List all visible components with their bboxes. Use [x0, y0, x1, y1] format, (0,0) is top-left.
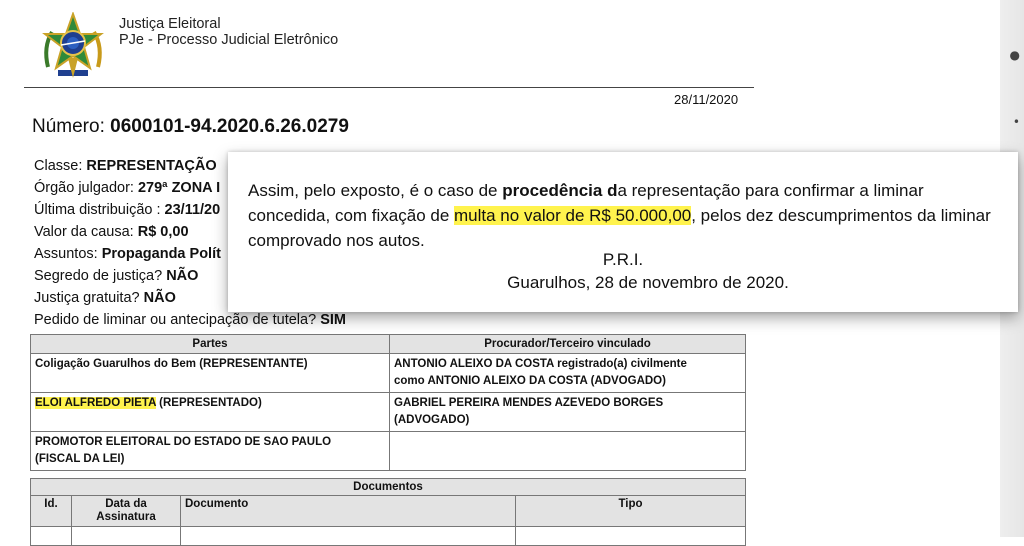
col-data-line: Data da [105, 498, 147, 510]
quote-place-date: Guarulhos, 28 de novembro de 2020. [507, 273, 789, 292]
quote-highlight: multa no valor de R$ 50.000,00 [454, 206, 692, 225]
procurador-cell [390, 432, 746, 471]
quote-bold: procedência d [502, 181, 618, 200]
quote-pri: P.R.I. [602, 250, 644, 269]
data-cell [72, 527, 181, 546]
procurador-line: GABRIEL PEREIRA MENDES AZEVEDO BORGES [394, 397, 664, 409]
header-system: PJe - Processo Judicial Eletrônico [119, 32, 339, 48]
meta-value: R$ 0,00 [137, 224, 189, 240]
table-row [31, 393, 746, 432]
meta-value: REPRESENTAÇÃO [86, 158, 217, 174]
quote-text: , pelos dez descumprimentos da liminar comprovado nos autos. [248, 206, 991, 250]
header-block [119, 16, 338, 48]
meta-label: Justiça gratuita? [34, 290, 140, 306]
col-data [72, 496, 181, 527]
documents-table [30, 478, 746, 546]
meta-label: Valor da causa: [34, 224, 134, 240]
parte-cell [31, 432, 390, 471]
process-number-label: Número: [32, 116, 105, 137]
document-date: 28/11/2020 [674, 92, 739, 107]
meta-label: Órgão julgador: [34, 180, 134, 196]
page-edge-mark-icon: • [1012, 115, 1020, 129]
meta-value: 279ª ZONA I [137, 180, 221, 196]
highlighted-name: ELOI ALFREDO PIETA [35, 397, 156, 409]
documents-title-row [31, 479, 746, 496]
documents-header-row [31, 496, 746, 527]
coat-of-arms-icon [38, 12, 108, 82]
meta-value: 23/11/20 [164, 202, 221, 218]
quote-excerpt-box [228, 152, 1018, 312]
documento-cell [181, 527, 516, 546]
col-id: Id. [31, 496, 72, 527]
meta-value: SIM [320, 312, 346, 328]
parte-line: (FISCAL DA LEI) [35, 453, 125, 465]
process-number-value: 0600101-94.2020.6.26.0279 [110, 116, 349, 137]
table-row [31, 432, 746, 471]
procurador-line: (ADVOGADO) [394, 414, 470, 426]
procurador-line: como ANTONIO ALEIXO DA COSTA (ADVOGADO) [394, 375, 666, 387]
col-procurador: Procurador/Terceiro vinculado [390, 335, 746, 354]
header-org: Justiça Eleitoral [119, 16, 221, 32]
process-number [32, 116, 349, 138]
header-divider [24, 87, 754, 88]
meta-value: NÃO [143, 290, 176, 306]
procurador-line: ANTONIO ALEIXO DA COSTA registrado(a) civilmente [394, 358, 687, 370]
procurador-cell [390, 393, 746, 432]
party-role: (REPRESENTADO) [155, 397, 262, 409]
meta-value: NÃO [166, 268, 199, 284]
table-row [31, 527, 746, 546]
meta-label: Pedido de liminar ou antecipação de tutela? [34, 312, 317, 328]
parties-header-row [31, 335, 746, 354]
documents-title: Documentos [31, 479, 746, 496]
col-partes: Partes [31, 335, 390, 354]
parte-cell: Coligação Guarulhos do Bem (REPRESENTANTE) [31, 354, 390, 393]
meta-label: Assuntos: [34, 246, 98, 262]
procurador-cell [390, 354, 746, 393]
parte-cell [31, 393, 390, 432]
page-edge-mark-icon: ● [1009, 48, 1020, 62]
quote-paragraph [248, 178, 1008, 253]
col-documento: Documento [181, 496, 516, 527]
meta-label: Segredo de justiça? [34, 268, 163, 284]
quote-text: a representação para confirmar a liminar concedida, com fixação de [248, 181, 924, 225]
col-tipo: Tipo [516, 496, 746, 527]
tipo-cell [516, 527, 746, 546]
table-row [31, 354, 746, 393]
col-data-line: Assinatura [96, 511, 156, 523]
meta-liminar [34, 309, 346, 331]
quote-text: Assim, pelo exposto, é o caso de [248, 181, 503, 200]
id-cell [31, 527, 72, 546]
meta-label: Classe: [34, 158, 83, 174]
parte-line: PROMOTOR ELEITORAL DO ESTADO DE SAO PAULO [35, 436, 332, 448]
parties-table [30, 334, 746, 471]
meta-value: Propaganda Polít [101, 246, 221, 262]
meta-label: Última distribuição : [34, 202, 161, 218]
